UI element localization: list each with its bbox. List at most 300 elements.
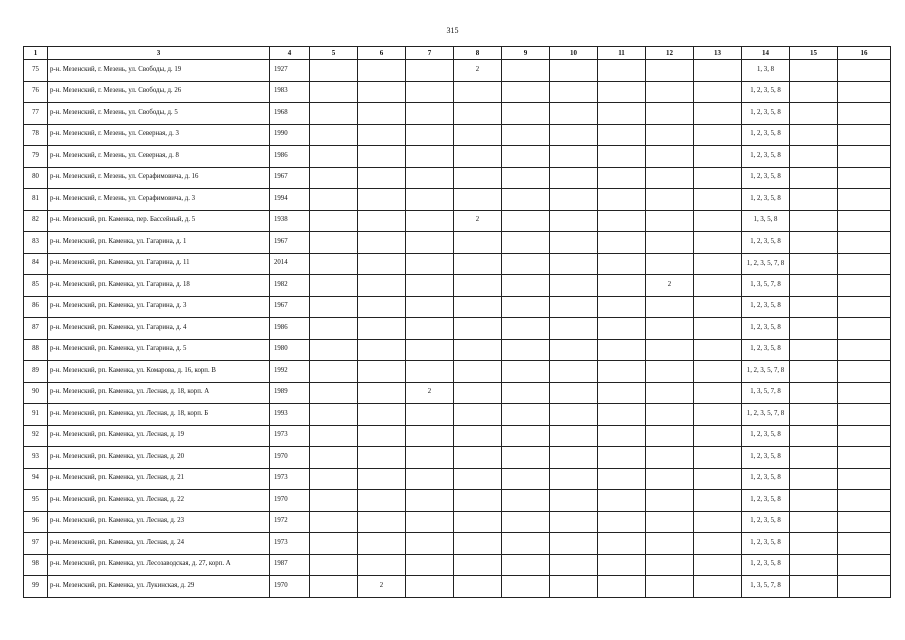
col8-cell <box>454 167 502 189</box>
col9-cell <box>502 189 550 211</box>
col14-cell: 1, 2, 3, 5, 7, 8 <box>742 253 790 275</box>
col7-cell <box>406 210 454 232</box>
col5-cell <box>310 425 358 447</box>
col11-cell <box>598 253 646 275</box>
col14-cell: 1, 3, 5, 7, 8 <box>742 275 790 297</box>
col6-cell <box>358 232 406 254</box>
table-row <box>24 382 891 404</box>
col14-cell: 1, 2, 3, 5, 8 <box>742 296 790 318</box>
address-cell: р-н. Мезенский, г. Мезень, ул. Серафимовича, д. 3 <box>48 189 270 211</box>
col5-cell <box>310 447 358 469</box>
col13-cell <box>694 253 742 275</box>
col7-cell <box>406 189 454 211</box>
col14-cell: 1, 2, 3, 5, 8 <box>742 447 790 469</box>
col5-cell <box>310 490 358 512</box>
col7-cell <box>406 253 454 275</box>
col11-cell <box>598 103 646 125</box>
col7-cell <box>406 447 454 469</box>
col12-cell <box>646 511 694 533</box>
row-number: 81 <box>24 189 48 211</box>
col9-cell <box>502 339 550 361</box>
col10-cell <box>550 447 598 469</box>
year-cell: 1992 <box>270 361 310 383</box>
table-row <box>24 232 891 254</box>
col15-cell <box>790 576 838 598</box>
col13-cell <box>694 81 742 103</box>
col9-cell <box>502 425 550 447</box>
col12-cell <box>646 554 694 576</box>
col13-cell <box>694 210 742 232</box>
col15-cell <box>790 232 838 254</box>
col16-cell <box>838 404 891 426</box>
col13-cell <box>694 339 742 361</box>
column-header: 9 <box>502 47 550 60</box>
address-cell: р-н. Мезенский, рп. Каменка, ул. Гагарина, д. 11 <box>48 253 270 275</box>
col13-cell <box>694 124 742 146</box>
row-number: 99 <box>24 576 48 598</box>
col11-cell <box>598 296 646 318</box>
col9-cell <box>502 533 550 555</box>
col15-cell <box>790 146 838 168</box>
column-header: 8 <box>454 47 502 60</box>
col15-cell <box>790 210 838 232</box>
col12-cell <box>646 490 694 512</box>
col8-cell <box>454 468 502 490</box>
col8-cell <box>454 382 502 404</box>
col16-cell <box>838 554 891 576</box>
table-row <box>24 318 891 340</box>
address-cell: р-н. Мезенский, рп. Каменка, ул. Лесная, д. 22 <box>48 490 270 512</box>
col9-cell <box>502 382 550 404</box>
col8-cell <box>454 361 502 383</box>
col11-cell <box>598 189 646 211</box>
table-row <box>24 60 891 82</box>
col12-cell <box>646 361 694 383</box>
col5-cell <box>310 361 358 383</box>
col7-cell <box>406 554 454 576</box>
col6-cell <box>358 490 406 512</box>
col6-cell <box>358 361 406 383</box>
col15-cell <box>790 318 838 340</box>
col7-cell <box>406 167 454 189</box>
table-row <box>24 490 891 512</box>
table-row <box>24 447 891 469</box>
column-header: 4 <box>270 47 310 60</box>
table-row <box>24 296 891 318</box>
table-row <box>24 511 891 533</box>
col16-cell <box>838 167 891 189</box>
year-cell: 1994 <box>270 189 310 211</box>
col8-cell <box>454 275 502 297</box>
table-row <box>24 554 891 576</box>
col5-cell <box>310 533 358 555</box>
col9-cell <box>502 318 550 340</box>
col15-cell <box>790 189 838 211</box>
column-header: 12 <box>646 47 694 60</box>
col8-cell <box>454 124 502 146</box>
col12-cell <box>646 576 694 598</box>
col11-cell <box>598 318 646 340</box>
column-header: 6 <box>358 47 406 60</box>
col16-cell <box>838 146 891 168</box>
col16-cell <box>838 253 891 275</box>
col15-cell <box>790 447 838 469</box>
table-row <box>24 189 891 211</box>
col10-cell <box>550 533 598 555</box>
col7-cell: 2 <box>406 382 454 404</box>
col11-cell <box>598 490 646 512</box>
year-cell: 1970 <box>270 576 310 598</box>
col5-cell <box>310 339 358 361</box>
col12-cell <box>646 146 694 168</box>
col6-cell: 2 <box>358 576 406 598</box>
col14-cell: 1, 2, 3, 5, 8 <box>742 533 790 555</box>
col7-cell <box>406 318 454 340</box>
col13-cell <box>694 511 742 533</box>
page-number: 315 <box>446 26 459 35</box>
col13-cell <box>694 167 742 189</box>
col10-cell <box>550 275 598 297</box>
col15-cell <box>790 81 838 103</box>
col14-cell: 1, 2, 3, 5, 8 <box>742 490 790 512</box>
col5-cell <box>310 404 358 426</box>
col12-cell <box>646 339 694 361</box>
col16-cell <box>838 60 891 82</box>
col9-cell <box>502 210 550 232</box>
col15-cell <box>790 339 838 361</box>
col10-cell <box>550 189 598 211</box>
col5-cell <box>310 167 358 189</box>
col10-cell <box>550 468 598 490</box>
col11-cell <box>598 533 646 555</box>
col10-cell <box>550 210 598 232</box>
col16-cell <box>838 275 891 297</box>
col14-cell: 1, 2, 3, 5, 8 <box>742 339 790 361</box>
col14-cell: 1, 2, 3, 5, 8 <box>742 468 790 490</box>
col15-cell <box>790 425 838 447</box>
row-number: 80 <box>24 167 48 189</box>
col16-cell <box>838 533 891 555</box>
column-header: 3 <box>48 47 270 60</box>
col10-cell <box>550 167 598 189</box>
col14-cell: 1, 2, 3, 5, 8 <box>742 167 790 189</box>
col5-cell <box>310 554 358 576</box>
table-row <box>24 425 891 447</box>
col6-cell <box>358 447 406 469</box>
col16-cell <box>838 511 891 533</box>
col12-cell <box>646 382 694 404</box>
col16-cell <box>838 382 891 404</box>
col9-cell <box>502 232 550 254</box>
col5-cell <box>310 232 358 254</box>
address-cell: р-н. Мезенский, рп. Каменка, ул. Лесная, д. 18, корп. А <box>48 382 270 404</box>
col13-cell <box>694 404 742 426</box>
table-row <box>24 167 891 189</box>
col6-cell <box>358 554 406 576</box>
col6-cell <box>358 468 406 490</box>
col16-cell <box>838 425 891 447</box>
row-number: 94 <box>24 468 48 490</box>
col15-cell <box>790 60 838 82</box>
col10-cell <box>550 103 598 125</box>
col6-cell <box>358 339 406 361</box>
column-header: 7 <box>406 47 454 60</box>
register-table <box>23 46 891 598</box>
col9-cell <box>502 447 550 469</box>
col6-cell <box>358 533 406 555</box>
col13-cell <box>694 468 742 490</box>
col5-cell <box>310 576 358 598</box>
col8-cell <box>454 339 502 361</box>
col12-cell <box>646 318 694 340</box>
col13-cell <box>694 146 742 168</box>
col6-cell <box>358 318 406 340</box>
table-row <box>24 468 891 490</box>
col16-cell <box>838 124 891 146</box>
col6-cell <box>358 296 406 318</box>
col15-cell <box>790 275 838 297</box>
col7-cell <box>406 576 454 598</box>
col12-cell <box>646 167 694 189</box>
address-cell: р-н. Мезенский, рп. Каменка, ул. Гагарина, д. 4 <box>48 318 270 340</box>
col13-cell <box>694 447 742 469</box>
col5-cell <box>310 189 358 211</box>
address-cell: р-н. Мезенский, г. Мезень, ул. Свободы, д. 5 <box>48 103 270 125</box>
col6-cell <box>358 146 406 168</box>
year-cell: 1968 <box>270 103 310 125</box>
col8-cell <box>454 232 502 254</box>
col13-cell <box>694 554 742 576</box>
address-cell: р-н. Мезенский, рп. Каменка, ул. Лесозаводская, д. 27, корп. А <box>48 554 270 576</box>
col14-cell: 1, 3, 5, 8 <box>742 210 790 232</box>
col5-cell <box>310 103 358 125</box>
address-cell: р-н. Мезенский, рп. Каменка, ул. Лесная, д. 20 <box>48 447 270 469</box>
col16-cell <box>838 103 891 125</box>
table-row <box>24 576 891 598</box>
col12-cell <box>646 447 694 469</box>
row-number: 84 <box>24 253 48 275</box>
col14-cell: 1, 3, 5, 7, 8 <box>742 382 790 404</box>
col5-cell <box>310 468 358 490</box>
col5-cell <box>310 81 358 103</box>
col9-cell <box>502 576 550 598</box>
table-row <box>24 361 891 383</box>
address-cell: р-н. Мезенский, г. Мезень, ул. Свободы, д. 19 <box>48 60 270 82</box>
col7-cell <box>406 60 454 82</box>
col11-cell <box>598 468 646 490</box>
col5-cell <box>310 318 358 340</box>
col16-cell <box>838 189 891 211</box>
col10-cell <box>550 318 598 340</box>
col7-cell <box>406 533 454 555</box>
col14-cell: 1, 2, 3, 5, 7, 8 <box>742 404 790 426</box>
table-row <box>24 253 891 275</box>
address-cell: р-н. Мезенский, г. Мезень, ул. Свободы, д. 26 <box>48 81 270 103</box>
col11-cell <box>598 339 646 361</box>
col13-cell <box>694 60 742 82</box>
table-row <box>24 124 891 146</box>
col15-cell <box>790 296 838 318</box>
table-row <box>24 81 891 103</box>
col13-cell <box>694 103 742 125</box>
address-cell: р-н. Мезенский, рп. Каменка, ул. Лукинская, д. 29 <box>48 576 270 598</box>
year-cell: 1970 <box>270 490 310 512</box>
col10-cell <box>550 60 598 82</box>
col5-cell <box>310 124 358 146</box>
col11-cell <box>598 382 646 404</box>
col9-cell <box>502 490 550 512</box>
col6-cell <box>358 189 406 211</box>
col14-cell: 1, 2, 3, 5, 8 <box>742 124 790 146</box>
col16-cell <box>838 81 891 103</box>
col14-cell: 1, 2, 3, 5, 8 <box>742 554 790 576</box>
col10-cell <box>550 404 598 426</box>
col10-cell <box>550 81 598 103</box>
col14-cell: 1, 3, 5, 7, 8 <box>742 576 790 598</box>
col15-cell <box>790 253 838 275</box>
col14-cell: 1, 2, 3, 5, 8 <box>742 103 790 125</box>
row-number: 79 <box>24 146 48 168</box>
col10-cell <box>550 425 598 447</box>
col6-cell <box>358 511 406 533</box>
col11-cell <box>598 404 646 426</box>
row-number: 77 <box>24 103 48 125</box>
col6-cell <box>358 382 406 404</box>
row-number: 75 <box>24 60 48 82</box>
col5-cell <box>310 382 358 404</box>
col9-cell <box>502 404 550 426</box>
col6-cell <box>358 253 406 275</box>
col8-cell <box>454 554 502 576</box>
col16-cell <box>838 468 891 490</box>
col8-cell: 2 <box>454 60 502 82</box>
address-cell: р-н. Мезенский, рп. Каменка, ул. Лесная, д. 23 <box>48 511 270 533</box>
col11-cell <box>598 210 646 232</box>
row-number: 96 <box>24 511 48 533</box>
row-number: 76 <box>24 81 48 103</box>
year-cell: 1987 <box>270 554 310 576</box>
col12-cell <box>646 124 694 146</box>
col12-cell <box>646 81 694 103</box>
address-cell: р-н. Мезенский, рп. Каменка, ул. Гагарина, д. 1 <box>48 232 270 254</box>
col10-cell <box>550 382 598 404</box>
col12-cell <box>646 404 694 426</box>
column-header: 5 <box>310 47 358 60</box>
year-cell: 1938 <box>270 210 310 232</box>
table-row <box>24 103 891 125</box>
col13-cell <box>694 425 742 447</box>
col11-cell <box>598 576 646 598</box>
col7-cell <box>406 275 454 297</box>
col11-cell <box>598 60 646 82</box>
col12-cell <box>646 253 694 275</box>
col13-cell <box>694 275 742 297</box>
col10-cell <box>550 490 598 512</box>
col14-cell: 1, 2, 3, 5, 8 <box>742 189 790 211</box>
year-cell: 1980 <box>270 339 310 361</box>
year-cell: 1983 <box>270 81 310 103</box>
col9-cell <box>502 511 550 533</box>
col6-cell <box>358 210 406 232</box>
col6-cell <box>358 60 406 82</box>
col8-cell: 2 <box>454 210 502 232</box>
col5-cell <box>310 296 358 318</box>
table-row <box>24 146 891 168</box>
col10-cell <box>550 124 598 146</box>
col9-cell <box>502 103 550 125</box>
row-number: 90 <box>24 382 48 404</box>
address-cell: р-н. Мезенский, рп. Каменка, ул. Лесная, д. 19 <box>48 425 270 447</box>
col13-cell <box>694 189 742 211</box>
col11-cell <box>598 425 646 447</box>
col16-cell <box>838 210 891 232</box>
col15-cell <box>790 490 838 512</box>
col6-cell <box>358 81 406 103</box>
address-cell: р-н. Мезенский, рп. Каменка, ул. Гагарина, д. 5 <box>48 339 270 361</box>
column-header: 16 <box>838 47 891 60</box>
col10-cell <box>550 339 598 361</box>
col16-cell <box>838 339 891 361</box>
col7-cell <box>406 81 454 103</box>
col7-cell <box>406 232 454 254</box>
row-number: 78 <box>24 124 48 146</box>
col11-cell <box>598 554 646 576</box>
address-cell: р-н. Мезенский, рп. Каменка, ул. Комарова, д. 16, корп. В <box>48 361 270 383</box>
col12-cell <box>646 60 694 82</box>
year-cell: 1973 <box>270 425 310 447</box>
col15-cell <box>790 167 838 189</box>
col12-cell <box>646 296 694 318</box>
table-row <box>24 210 891 232</box>
address-cell: р-н. Мезенский, рп. Каменка, ул. Лесная, д. 24 <box>48 533 270 555</box>
col13-cell <box>694 296 742 318</box>
year-cell: 1970 <box>270 447 310 469</box>
col13-cell <box>694 361 742 383</box>
row-number: 88 <box>24 339 48 361</box>
col11-cell <box>598 167 646 189</box>
col13-cell <box>694 232 742 254</box>
col11-cell <box>598 81 646 103</box>
year-cell: 1982 <box>270 275 310 297</box>
col10-cell <box>550 296 598 318</box>
col8-cell <box>454 146 502 168</box>
col16-cell <box>838 296 891 318</box>
col8-cell <box>454 318 502 340</box>
year-cell: 1967 <box>270 232 310 254</box>
address-cell: р-н. Мезенский, г. Мезень, ул. Северная, д. 3 <box>48 124 270 146</box>
col9-cell <box>502 554 550 576</box>
col7-cell <box>406 339 454 361</box>
col16-cell <box>838 361 891 383</box>
col6-cell <box>358 124 406 146</box>
address-cell: р-н. Мезенский, рп. Каменка, пер. Бассейный, д. 5 <box>48 210 270 232</box>
col9-cell <box>502 60 550 82</box>
col8-cell <box>454 447 502 469</box>
col9-cell <box>502 275 550 297</box>
col13-cell <box>694 318 742 340</box>
col5-cell <box>310 146 358 168</box>
year-cell: 1973 <box>270 533 310 555</box>
year-cell: 1986 <box>270 146 310 168</box>
col11-cell <box>598 232 646 254</box>
col16-cell <box>838 318 891 340</box>
col13-cell <box>694 576 742 598</box>
year-cell: 1989 <box>270 382 310 404</box>
col14-cell: 1, 2, 3, 5, 8 <box>742 511 790 533</box>
col10-cell <box>550 511 598 533</box>
row-number: 93 <box>24 447 48 469</box>
col8-cell <box>454 533 502 555</box>
